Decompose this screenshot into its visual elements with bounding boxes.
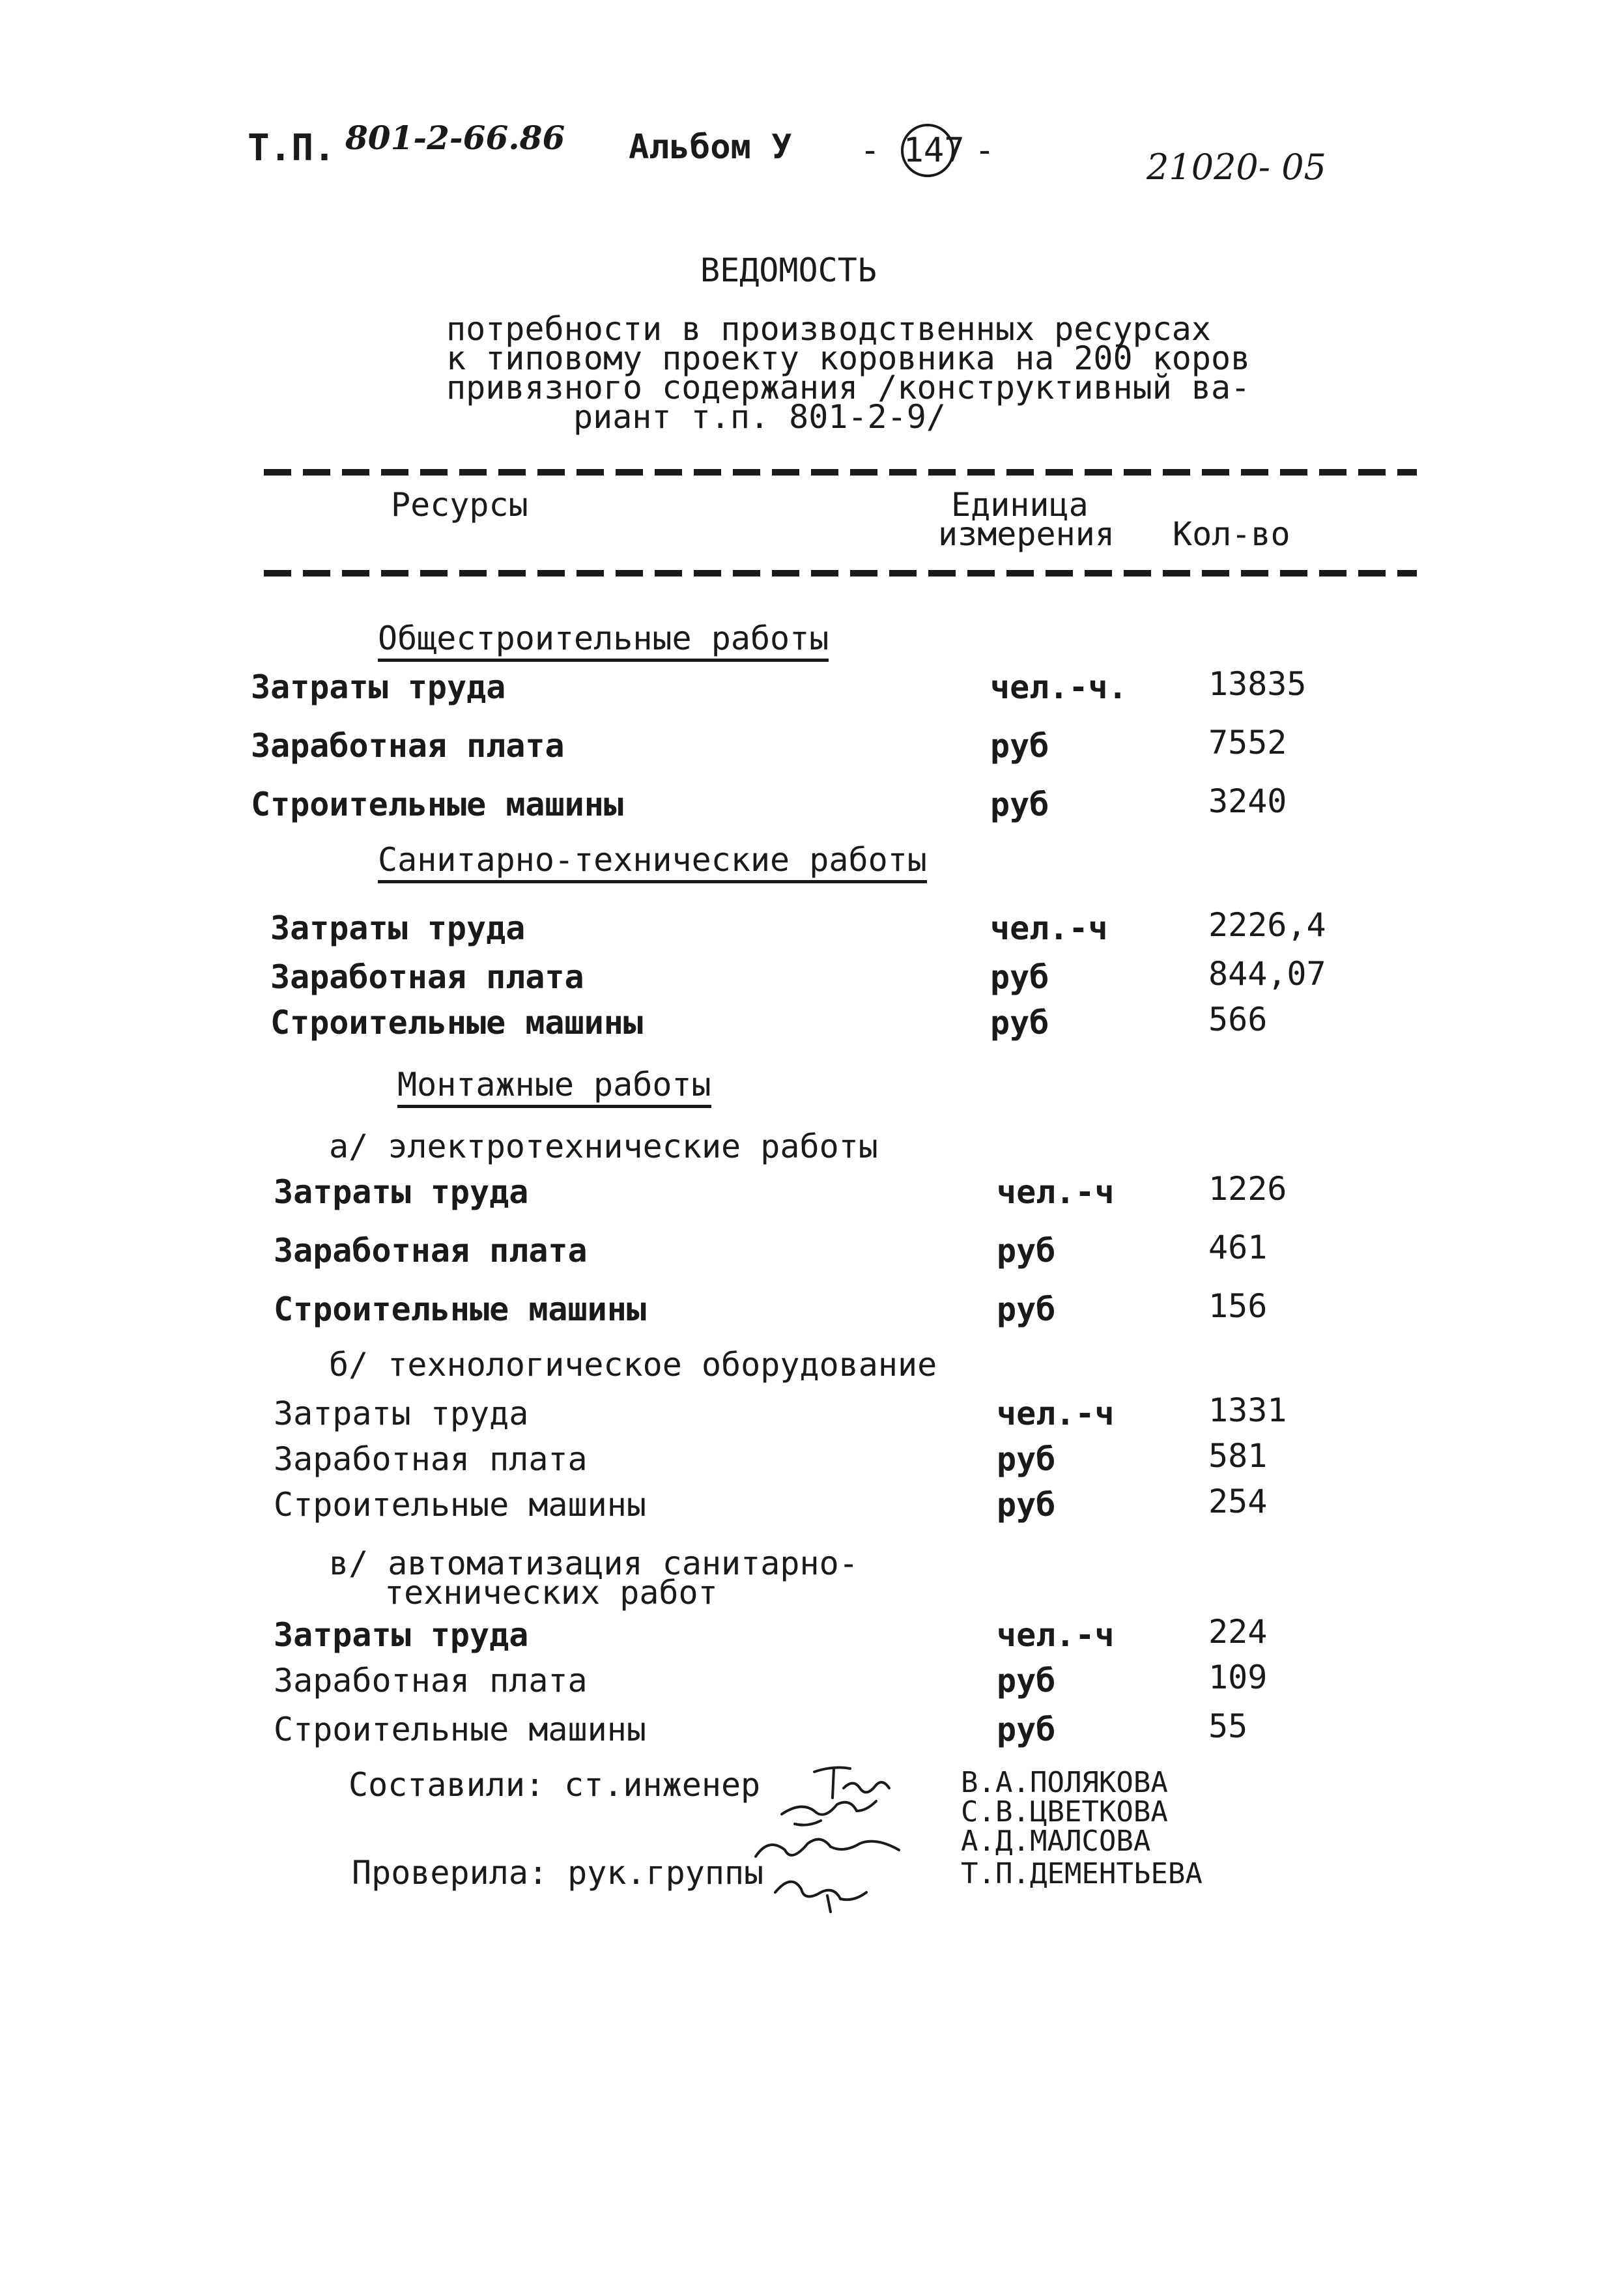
col-qty: Кол-во [1173,515,1290,553]
col-unit-line2: измерения [938,515,1115,553]
row-unit: руб [990,1004,1049,1042]
divider-top [264,469,1417,476]
row-unit: руб [997,1440,1056,1478]
row-qty: 566 [1208,1001,1268,1038]
row-unit: чел.-ч [990,909,1108,947]
col-unit-line1: Единица [951,486,1089,524]
row-name: Затраты труда [270,909,526,947]
row-unit: чел.-ч. [990,668,1128,706]
subsection-automation-title-1: в/ автоматизация санитарно- [329,1544,859,1582]
checked-name: Т.П.ДЕМЕНТЬЕВА [961,1857,1203,1890]
tp-label: Т.П. [248,127,335,169]
row-unit: руб [997,1486,1056,1524]
row-qty: 1226 [1208,1170,1287,1208]
row-name: Заработная плата [270,958,584,996]
row-qty: 7552 [1208,724,1287,761]
row-name: Затраты труда [251,668,506,706]
row-name: Строительные машины [251,786,623,823]
section-general-title: Общестроительные работы [378,622,829,662]
row-qty: 461 [1208,1229,1268,1266]
row-name: Заработная плата [251,727,565,765]
row-qty: 55 [1208,1707,1248,1745]
row-unit: руб [990,786,1049,823]
row-name: Строительные машины [274,1290,646,1328]
row-qty: 581 [1208,1437,1268,1475]
row-unit: чел.-ч [997,1173,1115,1211]
subtitle-line-3: привязного содержания /конструктивный ва- [446,369,1251,406]
row-name: Заработная плата [274,1662,588,1700]
page-number-block: - 147 - [860,124,995,177]
row-qty: 109 [1208,1658,1268,1696]
section-mounting-title: Монтажные работы [397,1068,711,1108]
row-unit: руб [997,1232,1056,1270]
row-name: Затраты труда [274,1616,529,1654]
compiled-label: Составили: ст.инженер [349,1766,761,1804]
row-qty: 13835 [1208,665,1307,703]
row-qty: 3240 [1208,782,1287,820]
compiled-name-2: С.В.ЦВЕТКОВА [961,1795,1168,1829]
subsection-automation-title-2: технических работ [384,1574,718,1612]
row-unit: чел.-ч [997,1616,1115,1654]
row-unit: руб [990,727,1049,765]
row-qty: 156 [1208,1287,1268,1325]
subsection-technological-title: б/ технологическое оборудование [329,1346,937,1384]
row-qty: 224 [1208,1613,1268,1651]
row-name: Строительные машины [274,1486,646,1524]
subtitle-line-1: потребности в производственных ресурсах [446,310,1211,348]
divider-header [264,570,1417,576]
album-label: Альбом У [629,128,792,167]
subtitle-line-4: риант т.п. 801-2-9/ [573,398,946,436]
doc-title: ВЕДОМОСТЬ [700,251,877,289]
row-name: Строительные машины [270,1004,643,1042]
tp-number: 801-2-66.86 [345,119,565,157]
row-name: Строительные машины [274,1711,646,1748]
row-qty: 844,07 [1208,955,1326,993]
section-sanitary-title: Санитарно-технические работы [378,844,927,883]
row-name: Заработная плата [274,1440,588,1478]
row-unit: руб [997,1290,1056,1328]
row-unit: чел.-ч [997,1395,1115,1432]
row-qty: 2226,4 [1208,906,1326,944]
row-unit: руб [990,958,1049,996]
page-number: 147 [901,124,954,177]
row-qty: 1331 [1208,1391,1287,1429]
row-name: Заработная плата [274,1232,588,1270]
compiled-name-3: А.Д.МАЛСОВА [961,1825,1151,1858]
doc-code: 21020- 05 [1147,147,1326,188]
row-name: Затраты труда [274,1173,529,1211]
row-unit: руб [997,1711,1056,1748]
row-qty: 254 [1208,1483,1268,1520]
compiled-name-1: В.А.ПОЛЯКОВА [961,1766,1168,1799]
row-name: Затраты труда [274,1395,529,1432]
col-resource: Ресурсы [391,486,528,524]
row-unit: руб [997,1662,1056,1700]
subsection-electrical-title: а/ электротехнические работы [329,1128,878,1165]
handwritten-signatures [736,1752,951,1915]
checked-label: Проверила: рук.группы [352,1854,764,1892]
subtitle-line-2: к типовому проекту коровника на 200 коров [446,339,1251,377]
